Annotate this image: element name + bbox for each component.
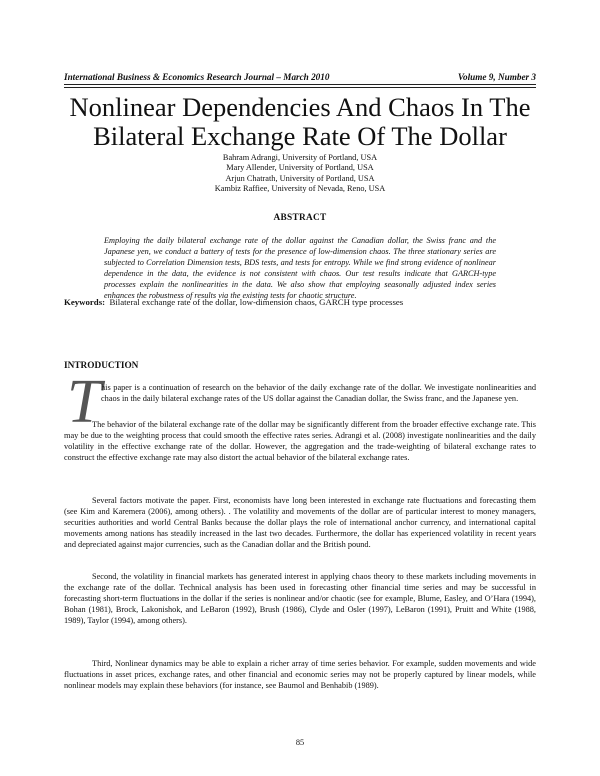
header-rule-top xyxy=(64,84,536,85)
keywords-text: Bilateral exchange rate of the dollar, low-dimension chaos, GARCH type processes xyxy=(109,297,404,307)
paper-title xyxy=(40,93,560,151)
body-paragraph: The behavior of the bilateral exchange rate of the dollar may be significantly different from the broader effective exchange rate. This may be due to the weighting process that could smooth the effective rates series. Adrangi et al. (2008) investigate nonlinearities and the daily volatility in the effective exchange rate of the dollar. However, the aggregation and the trade-weighting of bilateral exchange rates to construct the effective exchange rate may also distort the actual behavior of the bilateral exchange rates. xyxy=(64,420,536,462)
drop-cap: T xyxy=(67,368,102,436)
running-header xyxy=(64,72,536,84)
title-line-1: Nonlinear Dependencies And Chaos In The xyxy=(69,92,531,122)
abstract-heading: ABSTRACT xyxy=(273,213,327,223)
intro-first-paragraph: his paper is a continuation of research on the behavior of the daily exchange rate of the dollar. We investigate nonlinearities and chaos in the daily bilateral exchange rates of the US dollar against the Canadian dollar, the Swiss franc, and the Japanese yen. xyxy=(101,383,536,403)
body-paragraph: Several factors motivate the paper. First, economists have long been interested in exchange rate fluctuations and forecasting them (see Kim and Karemera (2006), among others). . The volatility and movements of the dollar are of particular interest to money managers, securities authorities and world Central Banks because the dollar plays the role of international anchor currency, and international capital movements among nations has steadily increased in the last two decades. Furthermore, the dollar has experienced volatility in recent years and depreciated against major currencies, such as the Canadian dollar and the British pound. xyxy=(64,496,536,549)
section-heading-introduction: INTRODUCTION xyxy=(64,361,139,371)
title-line-2: Bilateral Exchange Rate Of The Dollar xyxy=(93,121,507,151)
author-item: Bahram Adrangi, University of Portland, USA xyxy=(222,153,378,162)
page-number: 85 xyxy=(295,738,305,747)
author-list xyxy=(64,153,536,194)
journal-name: International Business & Economics Research Journal – March 2010 xyxy=(64,72,330,82)
author-item: Kambiz Raffiee, University of Nevada, Reno, USA xyxy=(214,183,386,193)
keywords-label: Keywords: xyxy=(64,297,106,307)
header-rule-bottom xyxy=(64,87,536,88)
author-item: Mary Allender, University of Portland, USA xyxy=(226,163,374,173)
author-item: Arjun Chatrath, University of Portland, USA xyxy=(225,173,375,183)
keywords xyxy=(64,297,536,307)
abstract-text: Employing the daily bilateral exchange rate of the dollar against the Canadian dollar, the Swiss franc and the Japanese yen, we conduct a battery of tests for the presence of low-dimension chaos. The three stationary series are subjected to Correlation Dimension tests, BDS tests, and tests for entropy. While we find strong evidence of nonlinear dependence in the data, the evidence is not consistent with chaos. Our test results indicate that GARCH-type processes explain the nonlinearities in the data. We also show that employing seasonally adjusted index series enhances the robustness of results via the existing tests for chaotic structure. xyxy=(104,236,496,300)
body-paragraph: Second, the volatility in financial markets has generated interest in applying chaos theory to these markets including movements in the exchange rate of the dollar. Technical analysis has been used in forecasting other financial time series and may be successful in forecasting short-term fluctuations in the dollar if the series is nonlinear and/or chaotic (see for example, Blume, Easley, and O’Hara (1994), Bohan (1981), Brock, Lakonishok, and LeBaron (1992), Brush (1986), Clyde and Osler (1997), LeBaron (1991), Pruitt and White (1988, 1989), Taylor (1994), among others). xyxy=(64,572,536,625)
body-paragraph: Third, Nonlinear dynamics may be able to explain a richer array of time series behavior. For example, sudden movements and wide fluctuations in asset prices, exchange rates, and other financial and economic series may not be properly captured by linear models, while nonlinear models may explain these behaviors (for instance, see Baumol and Benhabib (1989). xyxy=(64,659,536,690)
volume-number: Volume 9, Number 3 xyxy=(457,72,536,82)
